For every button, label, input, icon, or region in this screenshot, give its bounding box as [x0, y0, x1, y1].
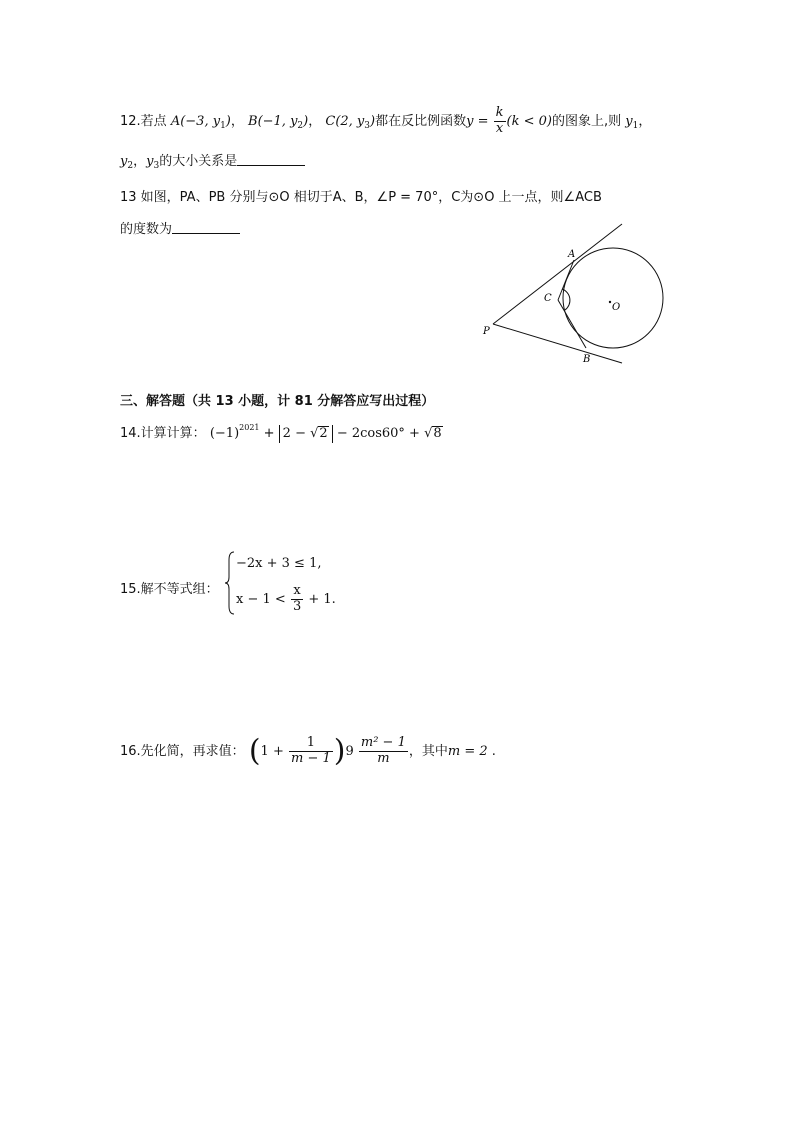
tangent-pa	[493, 224, 622, 324]
q14-absolute-value: 2 − √2	[279, 425, 333, 443]
q13-line1: 13 如图，PA、PB 分别与⊙O 相切于A、B，∠P = 70°，C为⊙O 上一点，则∠ACB	[120, 190, 602, 205]
q12-point-b: B(−1, $y_2$)	[248, 113, 309, 131]
q12-func-y: y =	[466, 113, 489, 129]
q12-line2: $y_2$，$y_3$的大小关系是	[120, 150, 305, 171]
q15-inequality-2: x − 1 < $\frac{x}{3}$ + 1.	[236, 583, 336, 614]
q12-fraction: $\frac{k}{x}$	[495, 105, 504, 136]
center-dot	[609, 301, 611, 303]
q12-point-a: A(−3, $y_1$)	[170, 113, 231, 131]
q15-fraction: $\frac{x}{3}$	[292, 583, 302, 614]
circle-o	[563, 248, 663, 348]
q16-suffix: ，其中	[408, 744, 448, 759]
q12-y3: $y_3$	[146, 154, 160, 171]
q13-line2-text: 的度数为	[120, 222, 173, 237]
q16-prefix: 16.先化简，再求值：	[120, 744, 245, 759]
q12-line2-suffix: 的大小关系是	[159, 154, 238, 169]
q13-line2	[120, 218, 240, 237]
q12-condition: (k < 0)	[506, 113, 552, 129]
q14-mid: − 2cos60° +	[336, 426, 420, 441]
q12-y1: $y_1$	[625, 113, 639, 131]
q12-prefix: 12.若点	[120, 113, 167, 129]
q16-fraction-2: $\frac{\text{m² − 1}}{m}$	[360, 735, 406, 766]
q16-operator: 9	[345, 744, 354, 759]
q14-power: $(-1)^{2021}$	[209, 423, 260, 441]
q16-end: .	[491, 744, 496, 759]
q15-prefix: 15.解不等式组：	[120, 582, 219, 597]
q16-condition: m = 2	[447, 744, 488, 759]
q12-answer-blank[interactable]	[237, 153, 305, 166]
q14-sqrt8: √8	[424, 426, 442, 441]
chord-cb	[558, 300, 586, 348]
tangent-circle-figure	[478, 222, 678, 372]
label-b: B	[583, 354, 591, 365]
q16-inner-left: 1 +	[260, 744, 284, 759]
label-a: A	[568, 249, 576, 260]
q15-brace	[224, 550, 236, 616]
label-o: O	[612, 302, 621, 313]
q12-suffix: 的图象上,则	[551, 113, 622, 129]
q16-fraction-1: $\frac{1}{m - 1}$	[290, 735, 331, 766]
q12-mid: 都在反比例函数	[375, 113, 467, 129]
q12-point-c: C(2, $y_3$)	[325, 113, 376, 131]
tangent-pb	[493, 324, 622, 363]
section-3-title: 三、解答题（共 13 小题，计 81 分解答应写出过程）	[120, 394, 435, 409]
q12-line1: 12.若点 A(−3, $y_1$)， B(−1, $y_2$)， C(2, $y_3$)都在反比例函数y = $\frac{k}{x}$ (k < 0)的图象上,则 $y_1$，	[120, 105, 652, 136]
label-p: P	[483, 326, 490, 337]
q14-prefix: 14.计算计算：	[120, 426, 206, 441]
q14-line: 14.计算计算： $(-1)^{2021} + 2 - √2 - 2\cos 60^\circ + √8$	[120, 423, 442, 441]
label-c: C	[544, 293, 552, 304]
q12-y2: $y_2$	[120, 154, 134, 171]
q15-inequality-1: −2x + 3 ≤ 1,	[236, 556, 322, 571]
q16-line: 16.先化简，再求值： (1 + $\frac{1}{m - 1}$ )9 $\frac{\text{m² − 1}}{m}$ ，其中m = 2 .	[120, 733, 496, 769]
q13-answer-blank[interactable]	[172, 221, 240, 234]
chord-ca	[558, 260, 574, 300]
